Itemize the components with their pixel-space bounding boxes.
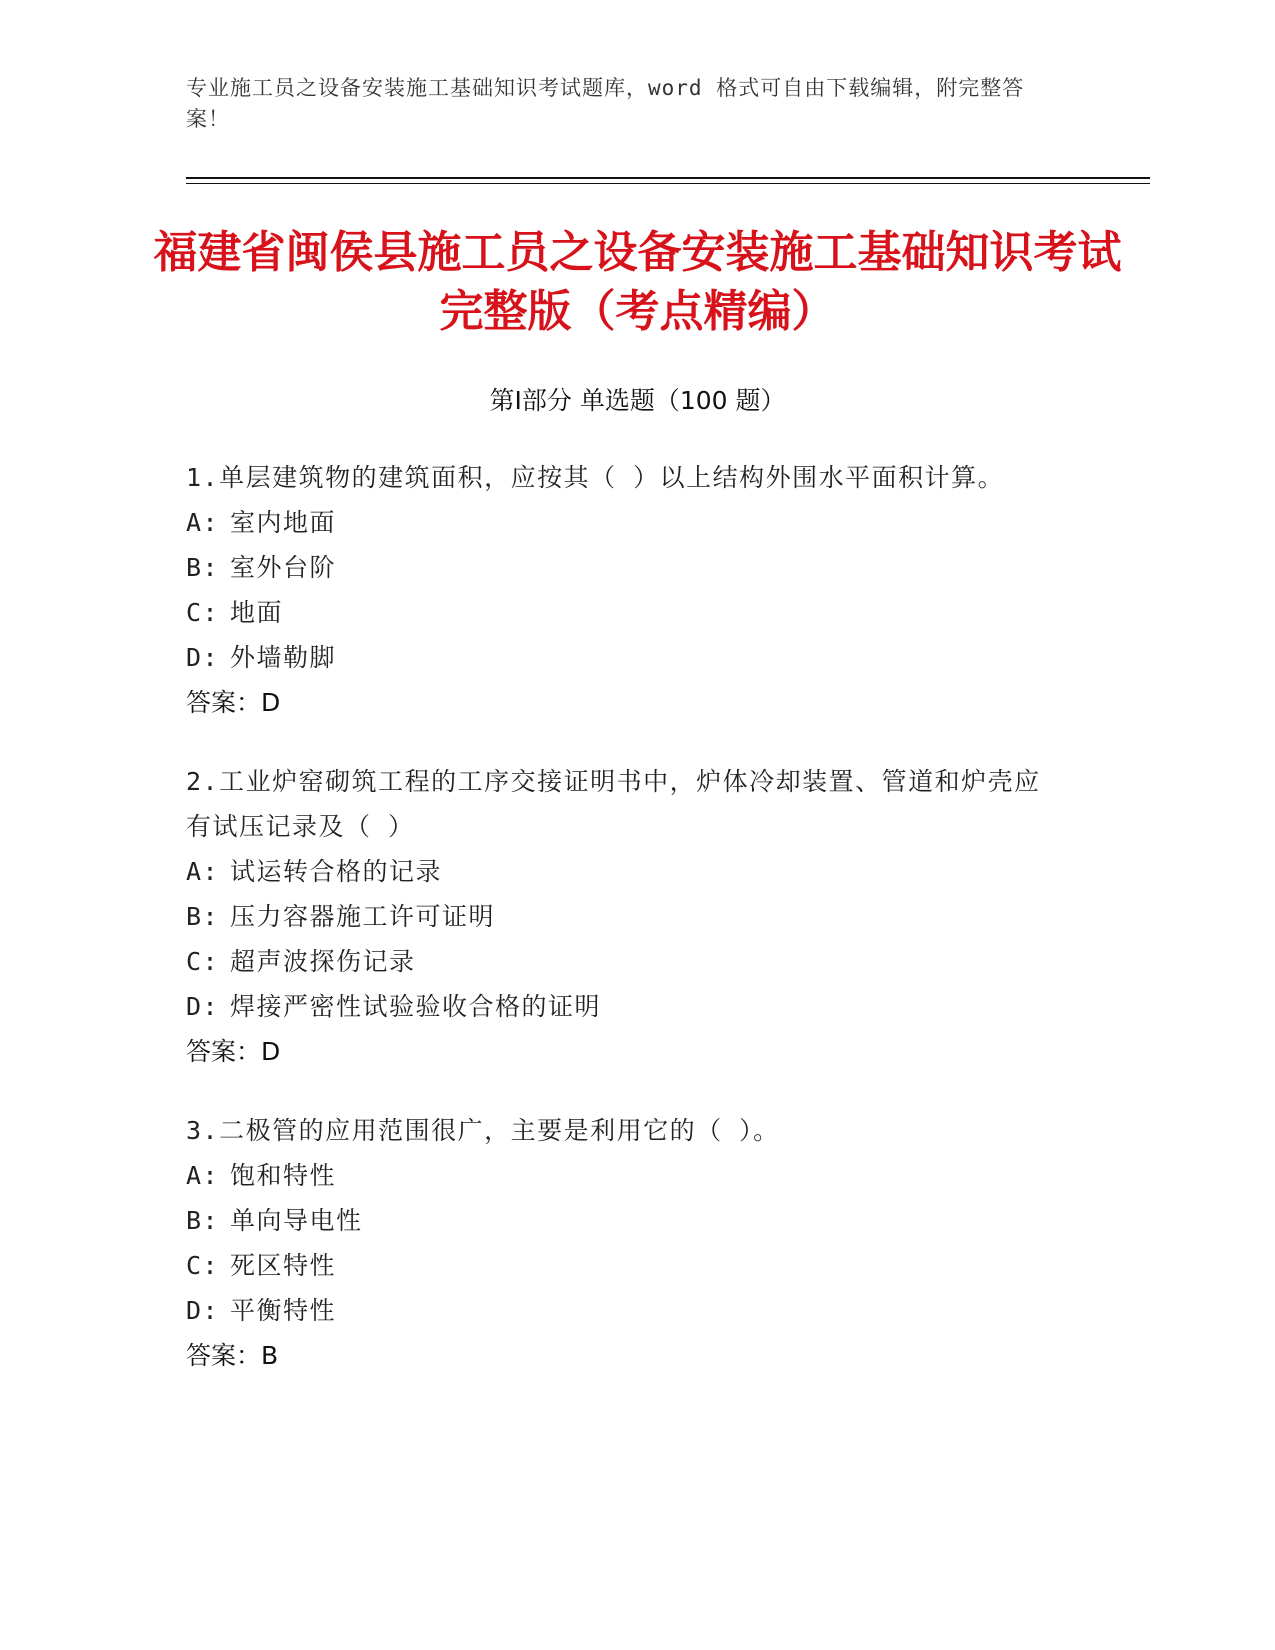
- question-1: [186, 455, 1066, 725]
- header-note: 专业施工员之设备安装施工基础知识考试题库，word 格式可自由下载编辑，附完整答案！: [186, 76, 1025, 131]
- option-letter: B:: [186, 553, 220, 582]
- answer: 答案：B: [186, 1341, 279, 1370]
- document-title: 福建省闽侯县施工员之设备安装施工基础知识考试完整版（考点精编）: [153, 227, 1122, 337]
- question-stem: 3.二极管的应用范围很广，主要是利用它的（ ）。: [186, 1116, 780, 1145]
- option-letter: B:: [186, 902, 220, 931]
- option-text: 焊接严密性试验验收合格的证明: [230, 992, 602, 1021]
- option-text: 死区特性: [230, 1251, 337, 1280]
- section-heading: 第Ⅰ部分 单选题（100 题）: [489, 386, 786, 415]
- option-a: [186, 500, 1066, 545]
- option-b: [186, 894, 1066, 939]
- option-text: 压力容器施工许可证明: [230, 902, 496, 931]
- option-text: 室内地面: [230, 508, 337, 537]
- answer: 答案：D: [186, 1037, 281, 1066]
- option-letter: D:: [186, 643, 220, 672]
- option-letter: C:: [186, 598, 220, 627]
- option-text: 地面: [230, 598, 284, 627]
- option-letter: A:: [186, 1161, 220, 1190]
- option-letter: C:: [186, 947, 220, 976]
- option-d: [186, 635, 1066, 680]
- option-text: 试运转合格的记录: [230, 857, 443, 886]
- option-a: [186, 849, 1066, 894]
- option-c: [186, 590, 1066, 635]
- option-d: [186, 984, 1066, 1029]
- option-letter: B:: [186, 1206, 220, 1235]
- question-3: [186, 1108, 1066, 1378]
- option-b: [186, 545, 1066, 590]
- question-stem: 1.单层建筑物的建筑面积，应按其（ ）以上结构外围水平面积计算。: [186, 463, 1005, 492]
- option-letter: A:: [186, 857, 220, 886]
- option-text: 室外台阶: [230, 553, 337, 582]
- option-letter: A:: [186, 508, 220, 537]
- answer: 答案：D: [186, 688, 281, 717]
- option-b: [186, 1198, 1066, 1243]
- option-c: [186, 1243, 1066, 1288]
- header-divider-thick: [186, 177, 1150, 179]
- header-divider-thin: [186, 183, 1150, 184]
- option-text: 外墙勒脚: [230, 643, 337, 672]
- option-text: 平衡特性: [230, 1296, 337, 1325]
- option-a: [186, 1153, 1066, 1198]
- option-d: [186, 1288, 1066, 1333]
- option-letter: C:: [186, 1251, 220, 1280]
- option-letter: D:: [186, 992, 220, 1021]
- option-c: [186, 939, 1066, 984]
- option-letter: D:: [186, 1296, 220, 1325]
- question-stem: 2.工业炉窑砌筑工程的工序交接证明书中，炉体冷却装置、管道和炉壳应有试压记录及（ ）: [186, 767, 1041, 841]
- option-text: 饱和特性: [230, 1161, 337, 1190]
- option-text: 超声波探伤记录: [230, 947, 416, 976]
- question-2: [186, 759, 1066, 1074]
- option-text: 单向导电性: [230, 1206, 363, 1235]
